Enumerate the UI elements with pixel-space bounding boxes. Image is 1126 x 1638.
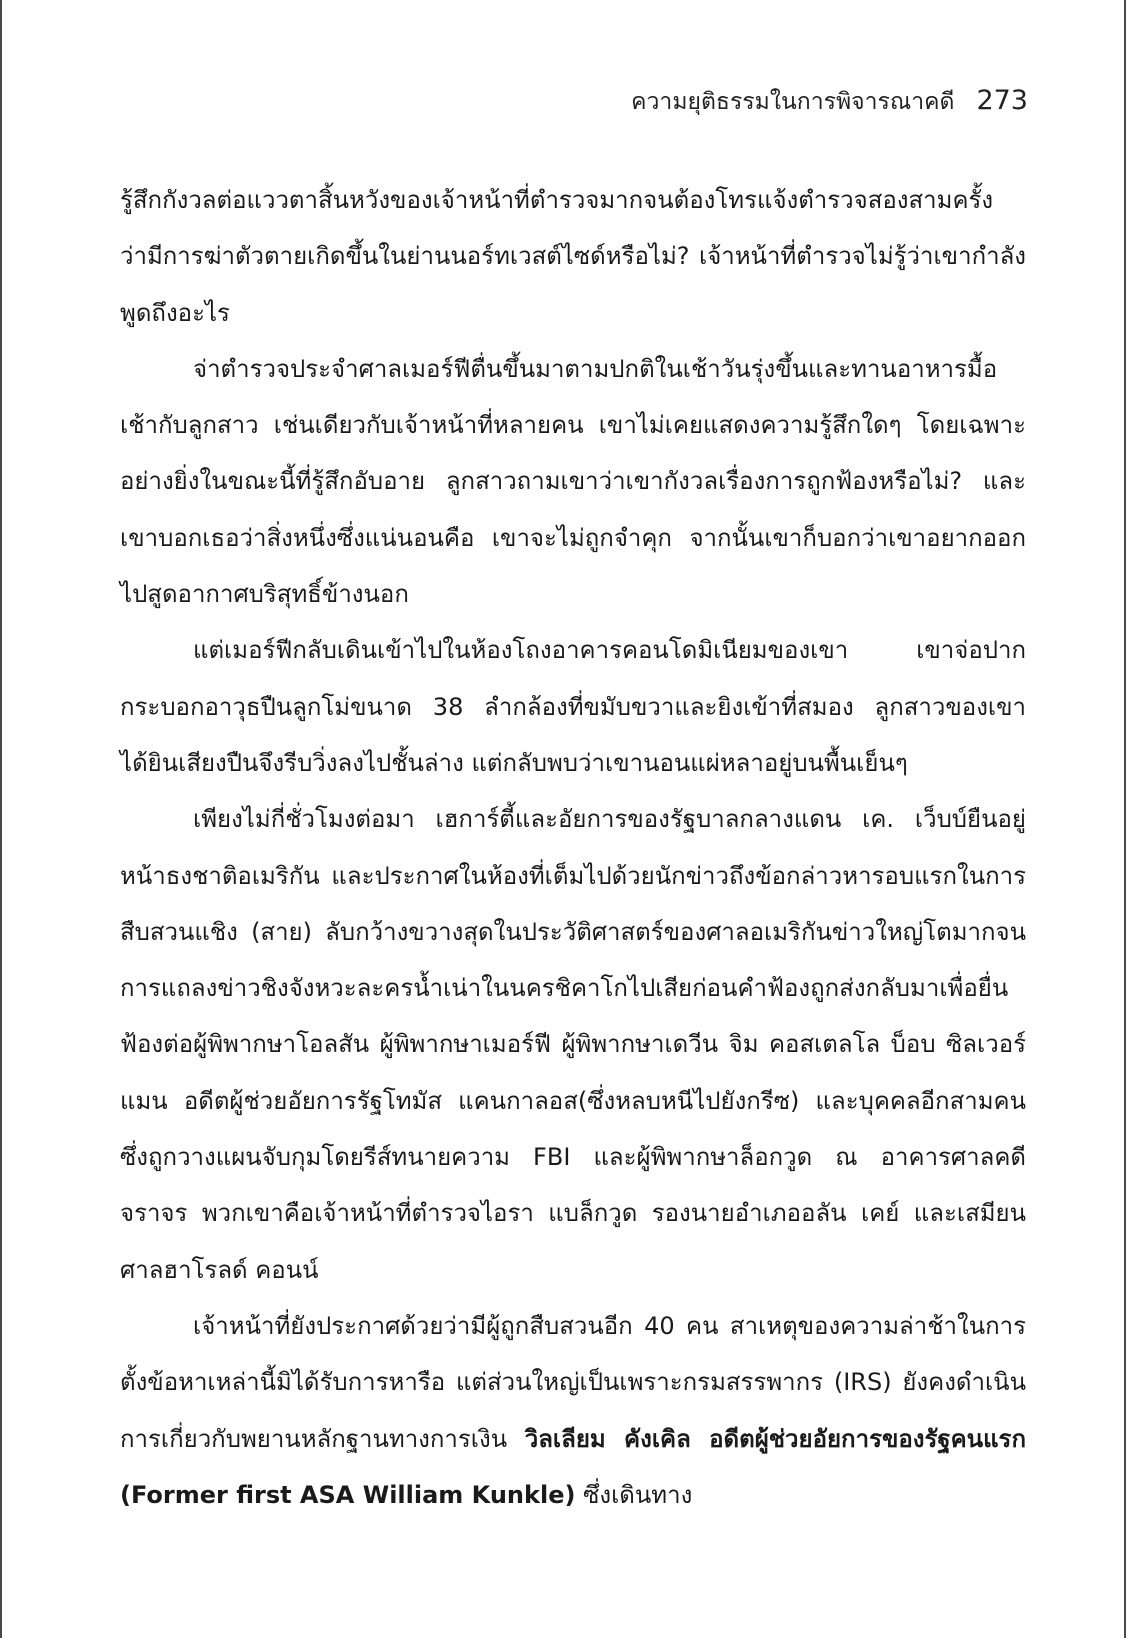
running-header — [631, 84, 1028, 120]
paragraph-5-bold-text: วิลเลียม คังเคิล อดีตผู้ช่วยอัยการของรัฐคนแรก (Former first ASA William Kunkle) — [120, 1424, 1026, 1509]
running-title: ความยุติธรรมในการพิจารณาคดี — [631, 89, 955, 115]
page-number: 273 — [976, 85, 1028, 116]
paragraph-4-text: เพียงไม่กี่ชั่วโมงต่อมา เฮการ์ตี้และอัยการของรัฐบาลกลางแดน เค. เว็บบ์ยืนอยู่หน้าธงชาติอเมริกัน และประกาศในห้องที่เต็มไปด้วยนักข่าวถึงข้อกล่าวหารอบแรกในการสืบสวนแชิง (สาย) ลับกว้างขวางสุดในประวัติศาสตร์ของศาลอเมริกันข่าวใหญ่โตมากจนการแถลงข่าวชิงจังหวะละครน้ำเน่าในนครชิคาโกไปเสียก่อนคำฟ้องถูกส่งกลับมาเพื่อยื่นฟ้องต่อผู้พิพากษาโอลสัน ผู้พิพากษาเมอร์ฟี ผู้พิพากษาเดวีน จิม คอสเตลโล บ็อบ ซิลเวอร์แมน อดีตผู้ช่วยอัยการรัฐโทมัส แคนกาลอส(ซึ่งหลบหนีไปยังกรีซ) และบุคคลอีกสามคนซึ่งถูกวางแผนจับกุมโดยรีส์ทนายความ FBI และผู้พิพากษาล็อกวูด ณ อาคารศาลคดีจราจร พวกเขาคือเจ้าหน้าที่ตำรวจไอรา แบล็กวูด รองนายอำเภออลัน เคย์ และเสมียนศาลฮาโรลด์ คอนน์ — [120, 805, 1027, 1284]
paragraph-2 — [120, 341, 1026, 622]
paragraph-4 — [120, 791, 1026, 1298]
paragraph-1 — [120, 172, 1026, 341]
paragraph-5-text: เจ้าหน้าที่ยังประกาศด้วยว่ามีผู้ถูกสืบสวนอีก 40 คน สาเหตุของความล่าช้าในการตั้งข้อหาเหล่านี้มิได้รับการหารือ แต่ส่วนใหญ่เป็นเพราะกรมสรรพากร (IRS) ยังคงดำเนินการเกี่ยวกับพยานหลักฐานทางการเงิน — [120, 1311, 1026, 1453]
paragraph-5-tail-text: ซึ่งเดินทาง — [575, 1480, 693, 1509]
paragraph-3 — [120, 622, 1026, 791]
paragraph-3-text: แต่เมอร์ฟีกลับเดินเข้าไปในห้องโถงอาคารคอนโดมิเนียมของเขา เขาจ่อปากกระบอกอาวุธปืนลูกโม่ขนาด 38 ลำกล้องที่ขมับขวาและยิงเข้าที่สมอง ลูกสาวของเขาได้ยินเสียงปืนจึงรีบวิ่งลงไปชั้นล่าง แต่กลับพบว่าเขานอนแผ่หลาอยู่บนพื้นเย็นๆ — [120, 636, 1026, 777]
paragraph-1-text: รู้สึกกังวลต่อแววตาสิ้นหวังของเจ้าหน้าที่ตำรวจมากจนต้องโทรแจ้งตำรวจสองสามครั้ง ว่ามีการฆ่าตัวตายเกิดขึ้นในย่านนอร์ทเวสต์ไซด์หรือไม่? เจ้าหน้าที่ตำรวจไม่รู้ว่าเขากำลังพูดถึงอะไร — [120, 186, 1026, 327]
paragraph-5 — [120, 1298, 1026, 1523]
paragraph-2-text: จ่าตำรวจประจำศาลเมอร์ฟีตื่นขึ้นมาตามปกติในเช้าวันรุ่งขึ้นและทานอาหารมื้อเช้ากับลูกสาว เช่นเดียวกับเจ้าหน้าที่หลายคน เขาไม่เคยแสดงความรู้สึกใดๆ โดยเฉพาะอย่างยิ่งในขณะนี้ที่รู้สึกอับอาย ลูกสาวถามเขาว่าเขากังวลเรื่องการถูกฟ้องหรือไม่? และเขาบอกเธอว่าสิ่งหนึ่งซึ่งแน่นอนคือ เขาจะไม่ถูกจำคุก จากนั้นเขาก็บอกว่าเขาอยากออกไปสูดอากาศบริสุทธิ์ข้างนอก — [120, 354, 1026, 609]
body-text — [120, 172, 1026, 1523]
